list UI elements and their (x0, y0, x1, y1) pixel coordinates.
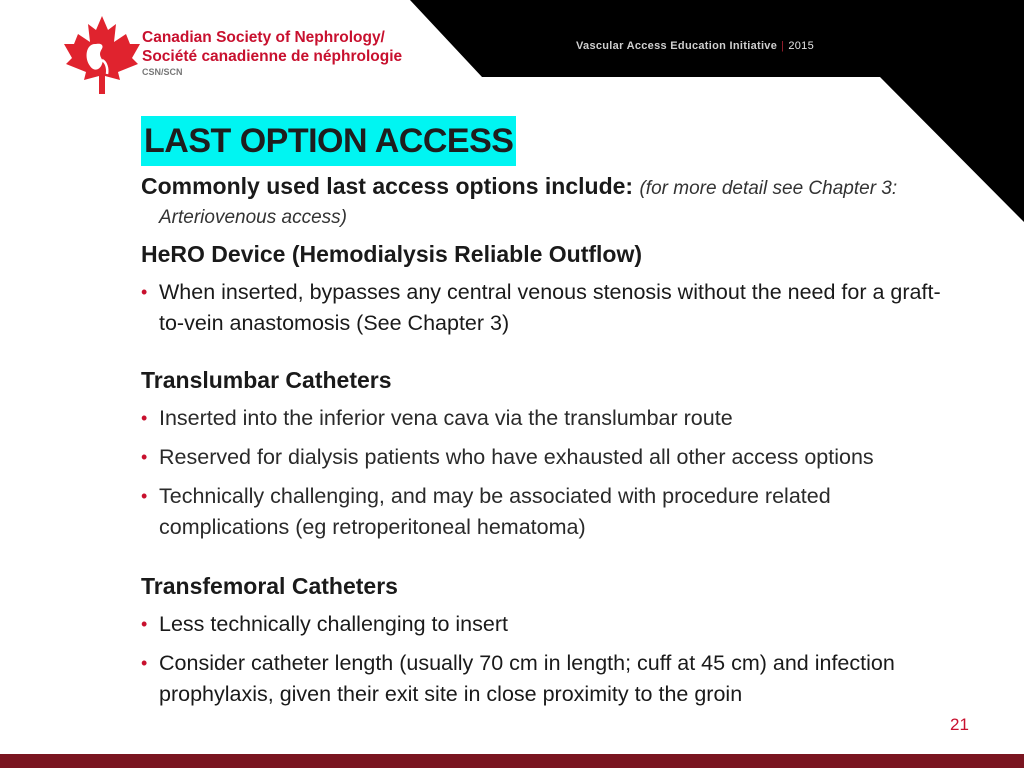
list-item: • Reserved for dialysis patients who have exhausted all other access options (141, 442, 961, 473)
list-item: • Technically challenging, and may be associated with procedure related complications (eg retroperitoneal hematoma) (141, 481, 961, 543)
section-heading-hero: HeRO Device (Hemodialysis Reliable Outflow) (141, 241, 643, 267)
list-item: • Consider catheter length (usually 70 cm in length; cuff at 45 cm) and infection prophylaxis, given their exit site in close proximity to the groin (141, 648, 961, 710)
bullet-icon: • (141, 653, 148, 673)
page-number: 21 (950, 715, 969, 734)
footer-bar (0, 754, 1024, 768)
list-item: • Less technically challenging to insert (141, 609, 961, 640)
org-abbreviation: CSN/SCN (142, 67, 183, 77)
intro-note: (for more detail see Chapter 3: (639, 178, 898, 199)
intro-lead: Commonly used last access options include: (141, 173, 634, 199)
bullet-icon: • (141, 408, 148, 428)
transfemoral-bullets (141, 609, 961, 710)
slide-title: LAST OPTION ACCESS (141, 116, 516, 166)
translumbar-bullets (141, 403, 961, 543)
intro-line (141, 170, 961, 205)
initiative-label: Vascular Access Education Initiative | 2015 (576, 40, 814, 52)
slide-content (141, 170, 961, 718)
list-item: • When inserted, bypasses any central venous stenosis without the need for a graft-to-vein anastomosis (See Chapter 3) (141, 277, 961, 339)
org-name: Canadian Society of Nephrology/ Société canadienne de néphrologie (142, 29, 403, 65)
intro-note-continued: Arteriovenous access) (159, 207, 347, 228)
bullet-icon: • (141, 282, 148, 302)
section-heading-transfemoral: Transfemoral Catheters (141, 573, 398, 599)
csn-logo-icon (62, 14, 142, 96)
bullet-icon: • (141, 447, 148, 467)
hero-bullets (141, 277, 961, 339)
list-item: • Inserted into the inferior vena cava via the translumbar route (141, 403, 961, 434)
section-heading-translumbar: Translumbar Catheters (141, 367, 392, 393)
bullet-icon: • (141, 614, 148, 634)
bullet-icon: • (141, 486, 148, 506)
